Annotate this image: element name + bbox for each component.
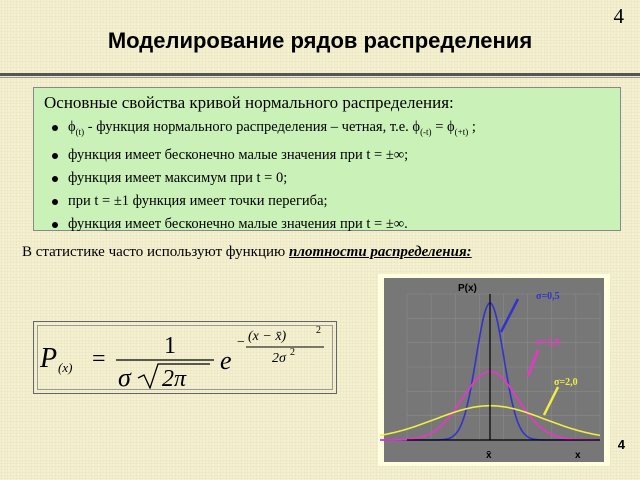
chart-svg xyxy=(378,274,610,466)
property-item: функция имеет максимум при t = 0; xyxy=(44,167,610,190)
chart-x-label: x xyxy=(575,450,581,461)
density-formula xyxy=(34,322,338,395)
title-divider xyxy=(0,73,640,76)
legend-sigma-20: σ=2,0 xyxy=(554,377,578,388)
statistics-statement xyxy=(22,244,472,261)
phi-symbol: ϕ xyxy=(447,119,455,135)
phi-subscript: (-t) xyxy=(420,126,432,137)
chart-center-label: x̄ xyxy=(486,450,492,461)
formula-lhs-sub: (x) xyxy=(58,360,73,375)
statement-prefix: В статистике часто используют функцию xyxy=(22,244,289,260)
formula-box xyxy=(33,321,337,394)
property-item xyxy=(44,116,610,144)
phi-symbol: ϕ xyxy=(68,119,76,135)
property-text: - функция нормального распределения – четная, т.е. xyxy=(84,119,413,135)
formula-sqrt-arg: 2π xyxy=(162,366,187,392)
formula-sigma: σ xyxy=(118,363,131,392)
statement-emphasis: плотности распределения: xyxy=(288,244,472,260)
title-divider-light xyxy=(0,77,640,78)
chart-plot-background xyxy=(384,278,604,462)
formula-e: e xyxy=(220,346,232,375)
slide-number-bottom: 4 xyxy=(617,437,625,452)
formula-exp-denominator: 2σ xyxy=(272,351,286,366)
normal-curves-chart xyxy=(378,274,610,466)
formula-numerator: 1 xyxy=(164,333,176,359)
formula-equals: = xyxy=(92,346,106,372)
properties-box xyxy=(33,87,621,231)
phi-subscript: (+t) xyxy=(454,126,469,137)
chart-y-label: P(x) xyxy=(458,283,477,294)
property-item: при t = ±1 функция имеет точки перегиба; xyxy=(44,190,610,213)
slide-title: Моделирование рядов распределения xyxy=(107,28,533,53)
property-item: функция имеет бесконечно малые значения при t = ±∞. xyxy=(44,213,610,236)
slide-number-top: 4 xyxy=(613,4,624,28)
equals-sign: = xyxy=(431,119,447,135)
legend-sigma-05: σ=0,5 xyxy=(536,291,560,302)
property-text-end: ; xyxy=(468,119,476,135)
legend-sigma-10: σ=1,0 xyxy=(536,337,560,348)
phi-subscript: (t) xyxy=(75,126,85,137)
formula-sqrt-sign xyxy=(138,364,210,388)
formula-exp-den-power: 2 xyxy=(290,347,295,358)
formula-lhs-P: P xyxy=(40,343,58,374)
property-item: функция имеет бесконечно малые значения при t = ±∞; xyxy=(44,144,610,167)
formula-exp-minus: − xyxy=(237,335,245,350)
formula-exp-numerator: (x − x̄) xyxy=(248,329,287,344)
formula-exp-power: 2 xyxy=(316,325,321,336)
properties-list xyxy=(44,116,610,236)
phi-symbol: ϕ xyxy=(412,119,421,135)
properties-heading: Основные свойства кривой нормального распределения: xyxy=(44,93,454,112)
